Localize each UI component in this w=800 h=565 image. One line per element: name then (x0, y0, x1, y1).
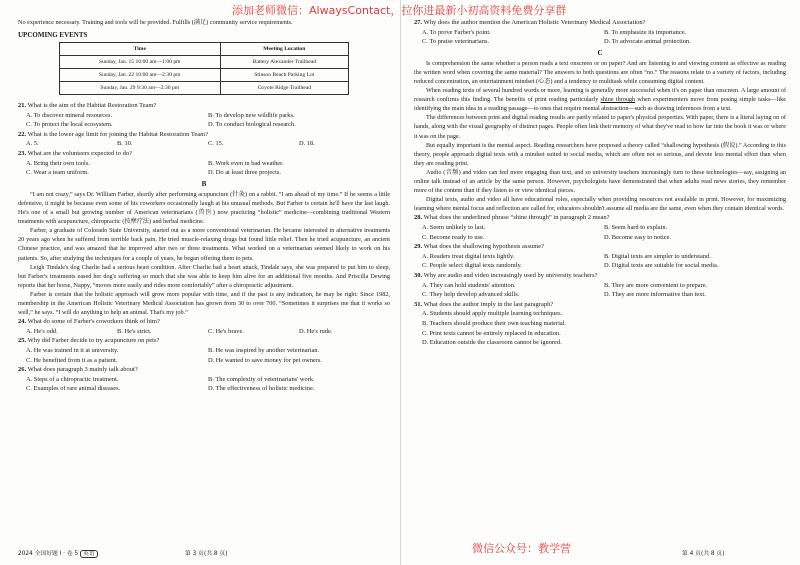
question-23 (18, 149, 390, 178)
option-b: B. He's strict. (117, 327, 152, 335)
question-22 (18, 130, 390, 149)
passage-c-paragraph-5: Audio (音频) and video can feel more engaging than text, and so university teachers increasingly turn to these technologies—say, assigning an online talk instead of an article by the same person. However, psychologists have demonstrated that when adults read news stories, they remember more of the content than if they listen to or view identical pieces. (414, 168, 786, 195)
option-c: C. To protect the local ecosystem. (26, 121, 113, 129)
events-title: UPCOMING EVENTS (18, 31, 88, 40)
question-number: 22. (18, 130, 27, 138)
question-number: 26. (18, 366, 27, 374)
passage-b-paragraph-3: Leigh Tindale's dog Charlie had a serious heart condition. After Charlie had a heart attack, Tindale says, she was prepared to put him to sleep, but Farber's treatments eased her dog's suffering so much that she was able to keep him alive for an additional five months. And Priscilla Dewing reports that her horse, Nappy, “moves more easily and rides more comfortably” after a chiropractic adjustment. (18, 263, 390, 289)
option-a: A. Seem unlikely to last. (422, 223, 486, 231)
option-b: B. To develop new wildlife parks. (208, 111, 295, 119)
question-number: 30. (414, 271, 423, 279)
watermark-top: 添加老师微信：AlwaysContact，拉你进最新小初高资料免费分享群 (232, 4, 567, 17)
option-a: A. They can hold students' attention. (422, 281, 516, 289)
option-c: C. 15. (208, 140, 224, 148)
option-c: C. People select digital texts randomly. (422, 262, 522, 270)
option-c: C. Examples of rare animal diseases. (26, 385, 121, 393)
passage-c-paragraph-1: Is comprehension the same whether a person reads a text onscreen or on paper? And are listening to and viewing content as effective as reading the written word when covering the same material? The answers to both questions are often “no.” The reasons relate to a variety of factors, including reduced concentration, an entertainment mindset (心态) and a tendency to multitask while consuming digital content. (414, 59, 786, 85)
question-26 (18, 365, 390, 394)
table-cell: Sunday, Jan. 29 9:30 am—2:30 pm (60, 82, 221, 95)
question-text: Why did Farber decide to try acupuncture on pets? (27, 337, 160, 345)
table-cell: Stinson Beach Parking Lot (220, 69, 348, 82)
events-table (59, 42, 349, 95)
footer-exam-label: 2024 全国好题 I · 卷 5 (18, 551, 79, 557)
intro-text: No experience necessary. Training and tools will be provided. Fulfills (满足) community service requirements. (18, 19, 293, 26)
option-c: C. He's brave. (208, 327, 244, 335)
question-text: What is the lower age limit for joining the Habitat Restoration Team? (27, 130, 209, 138)
option-d: D. Do at least three projects. (208, 169, 281, 177)
option-c: C. Become ready to use. (422, 233, 485, 241)
question-number: 23. (18, 150, 27, 158)
option-b: B. Digital texts are simpler to understand. (604, 252, 711, 260)
passage-c-paragraph-3: The differences between print and digital reading results are partly related to paper's physical properties. With paper, there is a literal laying on of hands, along with the visual geography of distinct pages. People often link their memory of what they've read to how far into the book it was or where it was on the page. (414, 114, 786, 140)
passage-b-paragraph-4: Farber is certain that the holistic approach will grow more popular with time, and if the past is any indication, he may be right: Since 1982, membership in the American Holistic Veterinary Medical Association has grown from 30 to over 700. “Sometimes it surprises me that it works so well,” he says. “I will do anything to help an animal. That's my job.” (18, 290, 390, 317)
question-text: Why are audio and video increasingly used by university teachers? (423, 271, 598, 279)
section-c-heading: C (597, 48, 603, 57)
watermark-bottom: 微信公众号：教学营 (472, 542, 571, 555)
question-text: What does the underlined phrase “shine through” in paragraph 2 mean? (423, 214, 610, 222)
question-number: 28. (414, 214, 423, 222)
footer-page-left: 第 3 页(共 8 页) (185, 551, 228, 557)
option-d: D. To conduct biological research. (208, 121, 296, 129)
option-b: B. He was inspired by another veterinarian. (208, 346, 320, 354)
right-page (404, 0, 800, 565)
question-31 (414, 300, 786, 348)
footer-page-right: 第 4 页(共 8 页) (682, 551, 725, 557)
option-d: D. The effectiveness of holistic medicine. (208, 385, 315, 393)
paragraph-text: When reading texts of several hundred words or more, learning is generally more successful when it's on paper than onscreen. A large amount of research confirms this finding. The benefits of print reading particularly (414, 87, 786, 104)
question-number: 25. (18, 337, 27, 345)
option-b: B. The complexity of veterinarians' work. (208, 375, 315, 383)
option-a: A. To discover mineral resources. (26, 111, 113, 119)
paragraph-text: when experimenters move from posing simple tasks—like identifying the main idea in a reading passage—to ones that require mental abstraction—such as drawing inferences from a text. (414, 96, 786, 113)
table-cell: Sunday, Jan. 15 10:00 am—1:00 pm (60, 56, 221, 69)
option-c: C. He benefited from it as a patient. (26, 356, 118, 364)
option-a: A. Readers treat digital texts lightly. (422, 252, 515, 260)
option-c: C. They help develop advanced skills. (422, 291, 520, 299)
option-c: C. To praise veterinarians. (422, 38, 490, 46)
option-d: D. Education outside the classroom cannot be ignored. (422, 339, 562, 347)
question-number: 24. (18, 318, 27, 326)
table-row (60, 56, 349, 69)
table-cell: Coyote Ridge Trailhead (220, 82, 348, 95)
table-row (60, 69, 349, 82)
question-text: What does the shallowing hypothesis assume? (423, 243, 545, 251)
option-b: B. 10. (117, 140, 133, 148)
option-a: A. Steps of a chiropractic treatment. (26, 375, 119, 383)
question-24 (18, 317, 390, 336)
question-number: 31. (414, 300, 423, 308)
option-d: D. Digital texts are suitable for social media. (604, 262, 719, 270)
option-d: D. To advocate animal protection. (604, 38, 691, 46)
question-text: What does the author imply in the last paragraph? (423, 300, 554, 308)
option-a: A. He was trained in it at university. (26, 346, 119, 354)
option-b: B. To emphasize its importance. (604, 28, 687, 36)
option-d: D. He wanted to save money for pet owners. (208, 356, 322, 364)
subject-badge: 英语 (80, 550, 98, 558)
question-text: What are the volunteers expected to do? (27, 150, 132, 158)
option-b: B. They are more convenient to prepare. (604, 281, 708, 289)
question-number: 29. (414, 243, 423, 251)
option-b: B. Teachers should produce their own teaching material. (422, 319, 567, 327)
page-divider (400, 0, 401, 565)
question-28 (414, 213, 786, 242)
section-b-heading: B (201, 179, 207, 188)
question-number: 27. (414, 19, 423, 26)
option-d: D. 18. (299, 140, 315, 148)
passage-b-paragraph-1: “I am not crazy,” says Dr. William Farber, shortly after performing acupuncture (针灸) on a rabbit. “I am ahead of my time.” If he seems a little defensive, it might be because even some of his coworkers occasionally laugh at his unusual methods. But Farber is certain he'll have the last laugh. He's one of a small but growing number of American veterinarians (兽医) now practicing “holistic” medicine—combining traditional Western treatments with acupuncture, chiropractic (按摩疗法) and herbal medicine. (18, 190, 390, 226)
question-text: What do some of Farber's coworkers think of him? (27, 318, 160, 326)
passage-c-paragraph-4: But equally important is the mental aspect. Reading researchers have proposed a theory called “shallowing hypothesis (假说).” According to this theory, people approach digital texts with a mindset suited to social media, which are often not so serious, and devote less mental effort than when they are reading print. (414, 141, 786, 167)
table-cell: Sunday, Jan. 22 10:00 am—2:30 pm (60, 69, 221, 82)
question-30 (414, 271, 786, 300)
option-c: C. Print texts cannot be entirely replaced in education. (422, 329, 561, 337)
table-header-location: Meeting Location (220, 43, 348, 56)
question-25 (18, 336, 390, 365)
question-text: What does paragraph 3 mainly talk about? (27, 366, 138, 374)
option-b: B. Seem hard to explain. (604, 223, 668, 231)
question-29 (414, 242, 786, 271)
option-d: D. They are more informative than text. (604, 291, 706, 299)
table-cell: Battery Alexander Trailhead (220, 56, 348, 69)
question-text: Why does the author mention the American Holistic Veterinary Medical Association? (423, 19, 646, 26)
footer-left-info (18, 548, 98, 557)
table-header-time: Time (60, 43, 221, 56)
option-a: A. Bring their own tools. (26, 159, 90, 167)
option-c: C. Wear a team uniform. (26, 169, 89, 177)
passage-b-paragraph-2: Farber, a graduate of Colorado State University, started out as a more conventional veterinarian. He became interested in alternative treatments 20 years ago when he suffered from terrible back pain. He tried muscle-relaxing drugs but found little relief. Then he tried acupuncture, an ancient Chinese practice, and was amazed that he improved after two or three treatments. What worked on a veterinarian seemed likely to work on his patients. So, after studying the techniques for a couple of years, he began offering them to pets. (18, 227, 390, 262)
option-d: D. Become easy to notice. (604, 233, 672, 241)
left-page (0, 0, 398, 565)
option-a: A. To prove Farber's point. (422, 28, 491, 36)
question-21 (18, 101, 390, 130)
passage-c-paragraph-2 (414, 86, 786, 113)
question-number: 21. (18, 102, 27, 110)
option-b: B. Work even in bad weather. (208, 159, 284, 167)
option-a: A. He's odd. (26, 327, 58, 335)
question-27 (414, 18, 786, 47)
table-row (60, 82, 349, 95)
passage-c-paragraph-6: Digital texts, audio and video all have educational roles, especially when providing resources not available in print. However, for maximizing learning where mental focus and reflection are called for, educators shouldn't assume all media are the same, even when they contain identical words. (414, 196, 786, 213)
option-a: A. Students should apply multiple learning techniques. (422, 310, 563, 318)
option-d: D. He's rude. (299, 327, 333, 335)
option-a: A. 5. (26, 140, 39, 148)
question-text: What is the aim of the Habitat Restoration Team? (27, 102, 157, 110)
underlined-phrase: shine through (600, 96, 636, 104)
